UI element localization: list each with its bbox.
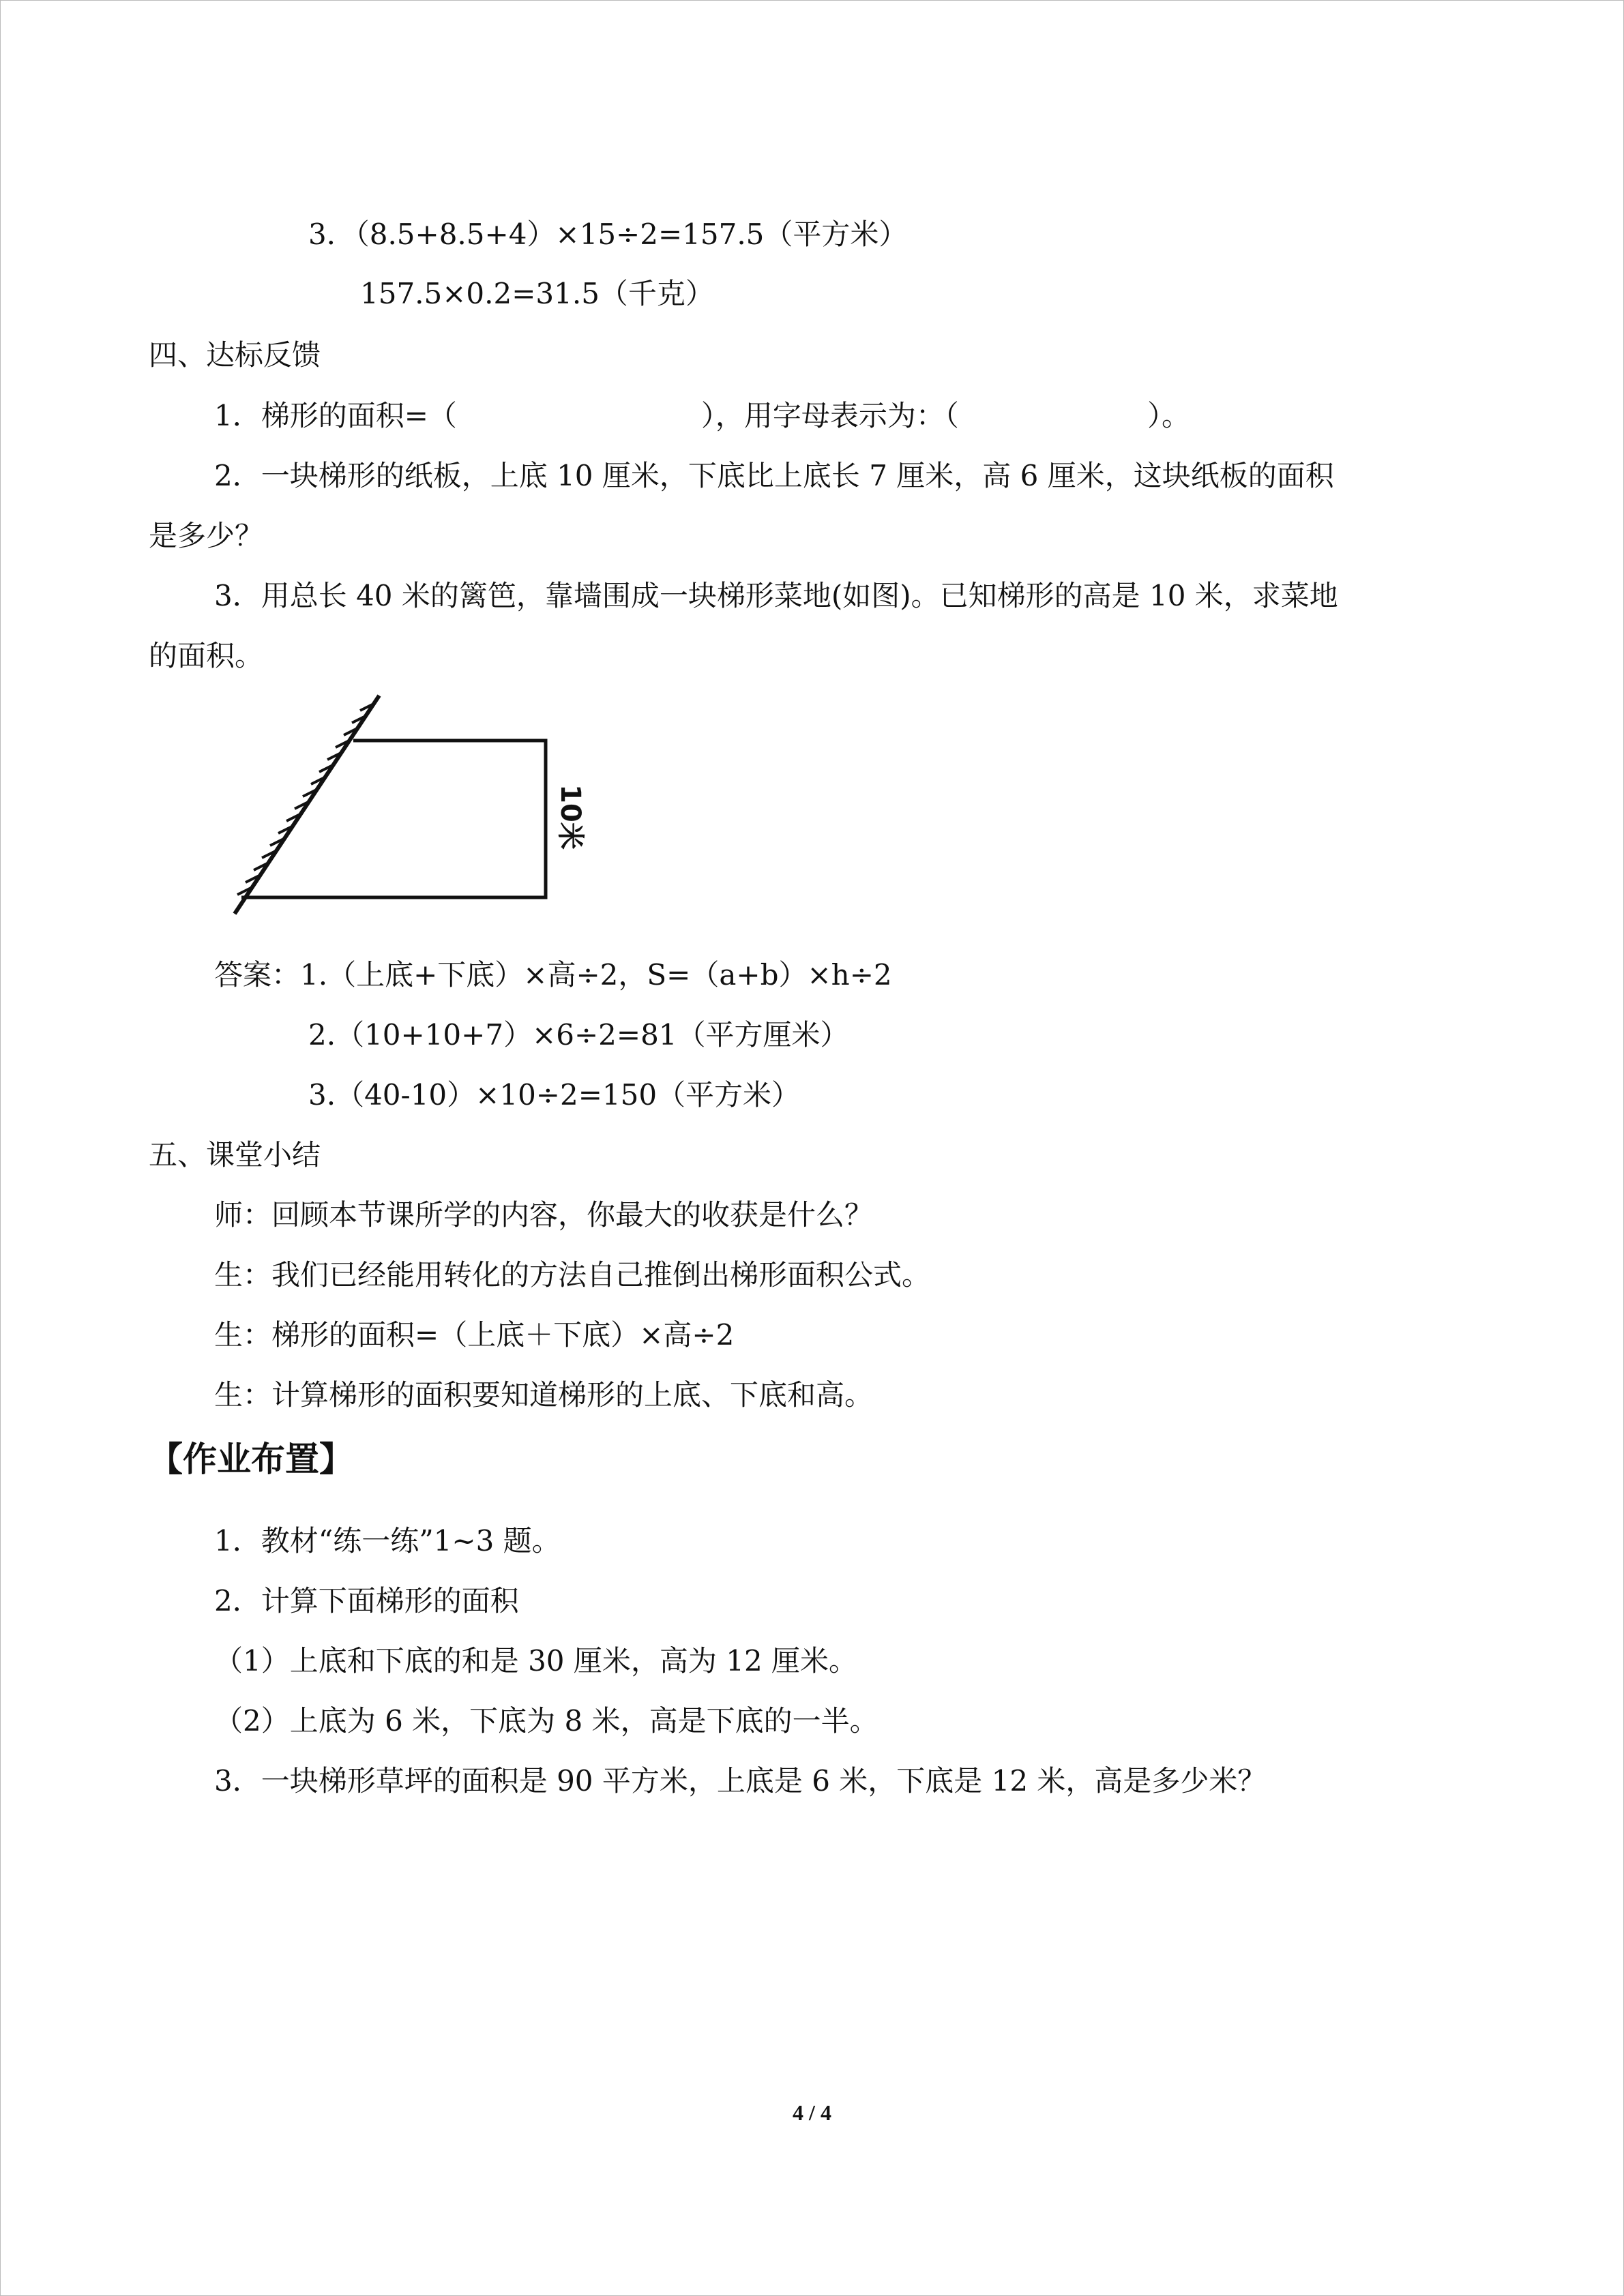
- homework-item-2: 2．计算下面梯形的面积: [214, 1584, 519, 1617]
- question-3-line-2: 的面积。: [149, 639, 264, 672]
- question-1-part1: 1．梯形的面积=（: [214, 399, 457, 432]
- height-label: 10米: [555, 784, 586, 850]
- summary-line-2: 生：我们已经能用转化的方法自己推倒出梯形面积公式。: [214, 1258, 931, 1292]
- homework-item-3: 3．一块梯形草坪的面积是 90 平方米，上底是 6 米，下底是 12 米，高是多少米？: [214, 1764, 1267, 1798]
- wall-line: [235, 696, 379, 914]
- summary-line-3: 生：梯形的面积=（上底＋下底）×高÷2: [214, 1318, 735, 1352]
- summary-line-1: 师：回顾本节课所学的内容，你最大的收获是什么？: [214, 1198, 874, 1232]
- question-1: [214, 397, 1190, 435]
- answer-1: 答案：1.（上底+下底）×高÷2，S=（a+b）×h÷2: [214, 958, 892, 992]
- homework-item-1: 1．教材“练一练”1~3 题。: [214, 1524, 561, 1557]
- trapezoid-garden-figure: [217, 687, 599, 919]
- question-2-line-2: 是多少？: [149, 519, 264, 552]
- prev-solution-line-1: 3．（8.5+8.5+4）×15÷2=157.5（平方米）: [308, 218, 908, 251]
- prev-solution-line-2: 157.5×0.2=31.5（千克）: [360, 277, 714, 310]
- section-5-title: 五、课堂小结: [149, 1138, 321, 1172]
- summary-line-4: 生：计算梯形的面积要知道梯形的上底、下底和高。: [214, 1378, 874, 1412]
- answer-3: 3.（40-10）×10÷2=150（平方米）: [308, 1078, 801, 1112]
- homework-title: 【作业布置】: [149, 1440, 353, 1479]
- question-3-line-1: 3．用总长 40 米的篱笆，靠墙围成一块梯形菜地(如图)。已知梯形的高是 10 米，求菜地: [214, 579, 1338, 612]
- homework-item-2-sub-1: （1）上底和下底的和是 30 厘米，高为 12 厘米。: [214, 1644, 858, 1678]
- question-1-part2: ），用字母表示为：（: [700, 399, 959, 432]
- fence-outline: [241, 741, 546, 897]
- homework-item-2-sub-2: （2）上底为 6 米，下底为 8 米，高是下底的一半。: [214, 1704, 879, 1738]
- section-4-title: 四、达标反馈: [149, 338, 321, 372]
- question-2-line-1: 2．一块梯形的纸板，上底 10 厘米，下底比上底长 7 厘米，高 6 厘米，这块纸板的面积: [214, 459, 1334, 492]
- question-1-part3: ）。: [1147, 399, 1190, 432]
- answer-2: 2.（10+10+7）×6÷2=81（平方厘米）: [308, 1018, 849, 1052]
- page-number: 4 / 4: [793, 2100, 831, 2125]
